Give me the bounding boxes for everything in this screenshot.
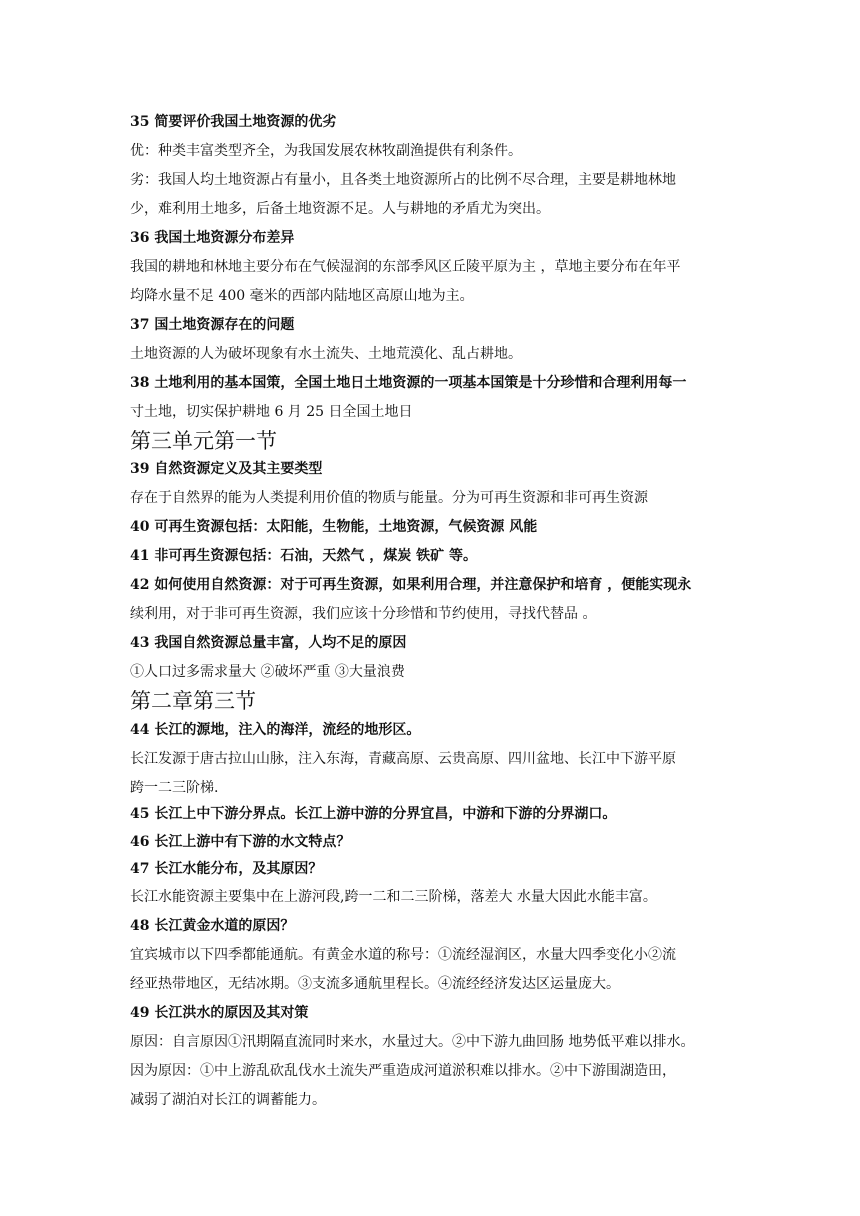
question-heading: 37 国土地资源存在的问题 <box>130 317 295 333</box>
answer-text: 减弱了湖泊对长江的调蓄能力。 <box>130 1092 326 1108</box>
answer-text: 跨一二三阶梯. <box>130 780 219 796</box>
question-heading: 35 简要评价我国土地资源的优劣 <box>130 114 337 130</box>
answer-text: ①人口过多需求量大 ②破坏严重 ③大量浪费 <box>130 664 405 680</box>
question-heading: 47 长江水能分布，及其原因？ <box>130 861 323 877</box>
question-heading: 41 非可再生资源包括：石油，天然气 ，煤炭 铁矿 等。 <box>130 548 477 564</box>
answer-text: 原因：自言原因①汛期隔直流同时来水，水量过大。②中下游九曲回肠 地势低平难以排水。 <box>130 1034 695 1050</box>
question-heading: 48 长江黄金水道的原因？ <box>130 918 295 934</box>
question-heading: 38 土地利用的基本国策，全国土地日土地资源的一项基本国策是十分珍惜和合理利用每一 <box>130 375 687 391</box>
answer-text: 续利用，对于非可再生资源，我们应该十分珍惜和节约使用，寻找代替品 。 <box>130 606 597 622</box>
question-heading: 42 如何使用自然资源：对于可再生资源，如果利用合理，并注意保护和培育 ，便能实现永 <box>130 577 692 593</box>
answer-text: 宜宾城市以下四季都能通航。有黄金水道的称号：①流经湿润区，水量大四季变化小②流 <box>130 947 676 963</box>
answer-text: 优：种类丰富类型齐全，为我国发展农林牧副渔提供有利条件。 <box>130 143 522 159</box>
answer-text: 存在于自然界的能为人类提利用价值的物质与能量。分为可再生资源和非可再生资源 <box>130 490 648 506</box>
question-heading: 49 长江洪水的原因及其对策 <box>130 1005 309 1021</box>
answer-text: 因为原因：①中上游乱砍乱伐水土流失严重造成河道淤积难以排水。②中下游围湖造田， <box>130 1063 676 1079</box>
answer-text: 我国的耕地和林地主要分布在气候湿润的东部季风区丘陵平原为主 ，草地主要分布在年平 <box>130 259 681 275</box>
answer-text: 长江发源于唐古拉山山脉，注入东海，青藏高原、云贵高原、四川盆地、长江中下游平原 <box>130 751 676 767</box>
answer-text: 长江水能资源主要集中在上游河段,跨一二和二三阶梯，落差大 水量大因此水能丰富。 <box>130 889 657 905</box>
question-heading: 43 我国自然资源总量丰富，人均不足的原因 <box>130 635 407 651</box>
question-heading: 40 可再生资源包括：太阳能，生物能，土地资源，气候资源 风能 <box>130 519 538 535</box>
question-heading: 46 长江上游中有下游的水文特点？ <box>130 834 351 850</box>
section-heading: 第三单元第一节 <box>130 429 277 453</box>
answer-text: 均降水量不足 400 毫米的西部内陆地区高原山地为主。 <box>130 288 474 304</box>
section-heading: 第二章第三节 <box>130 689 256 713</box>
answer-text: 寸土地，切实保护耕地 6 月 25 日全国土地日 <box>130 404 413 420</box>
answer-text: 经亚热带地区，无结冰期。③支流多通航里程长。④流经经济发达区运量庞大。 <box>130 976 620 992</box>
question-heading: 36 我国土地资源分布差异 <box>130 230 295 246</box>
answer-text: 土地资源的人为破坏现象有水土流失、土地荒漠化、乱占耕地。 <box>130 346 522 362</box>
question-heading: 45 长江上中下游分界点。长江上游中游的分界宜昌，中游和下游的分界湖口。 <box>130 806 617 822</box>
question-heading: 39 自然资源定义及其主要类型 <box>130 461 323 477</box>
answer-text: 劣：我国人均土地资源占有量小，且各类土地资源所占的比例不尽合理，主要是耕地林地 <box>130 172 676 188</box>
question-heading: 44 长江的源地，注入的海洋，流经的地形区。 <box>130 722 421 738</box>
answer-text: 少，难利用土地多，后备土地资源不足。人与耕地的矛盾尤为突出。 <box>130 201 550 217</box>
